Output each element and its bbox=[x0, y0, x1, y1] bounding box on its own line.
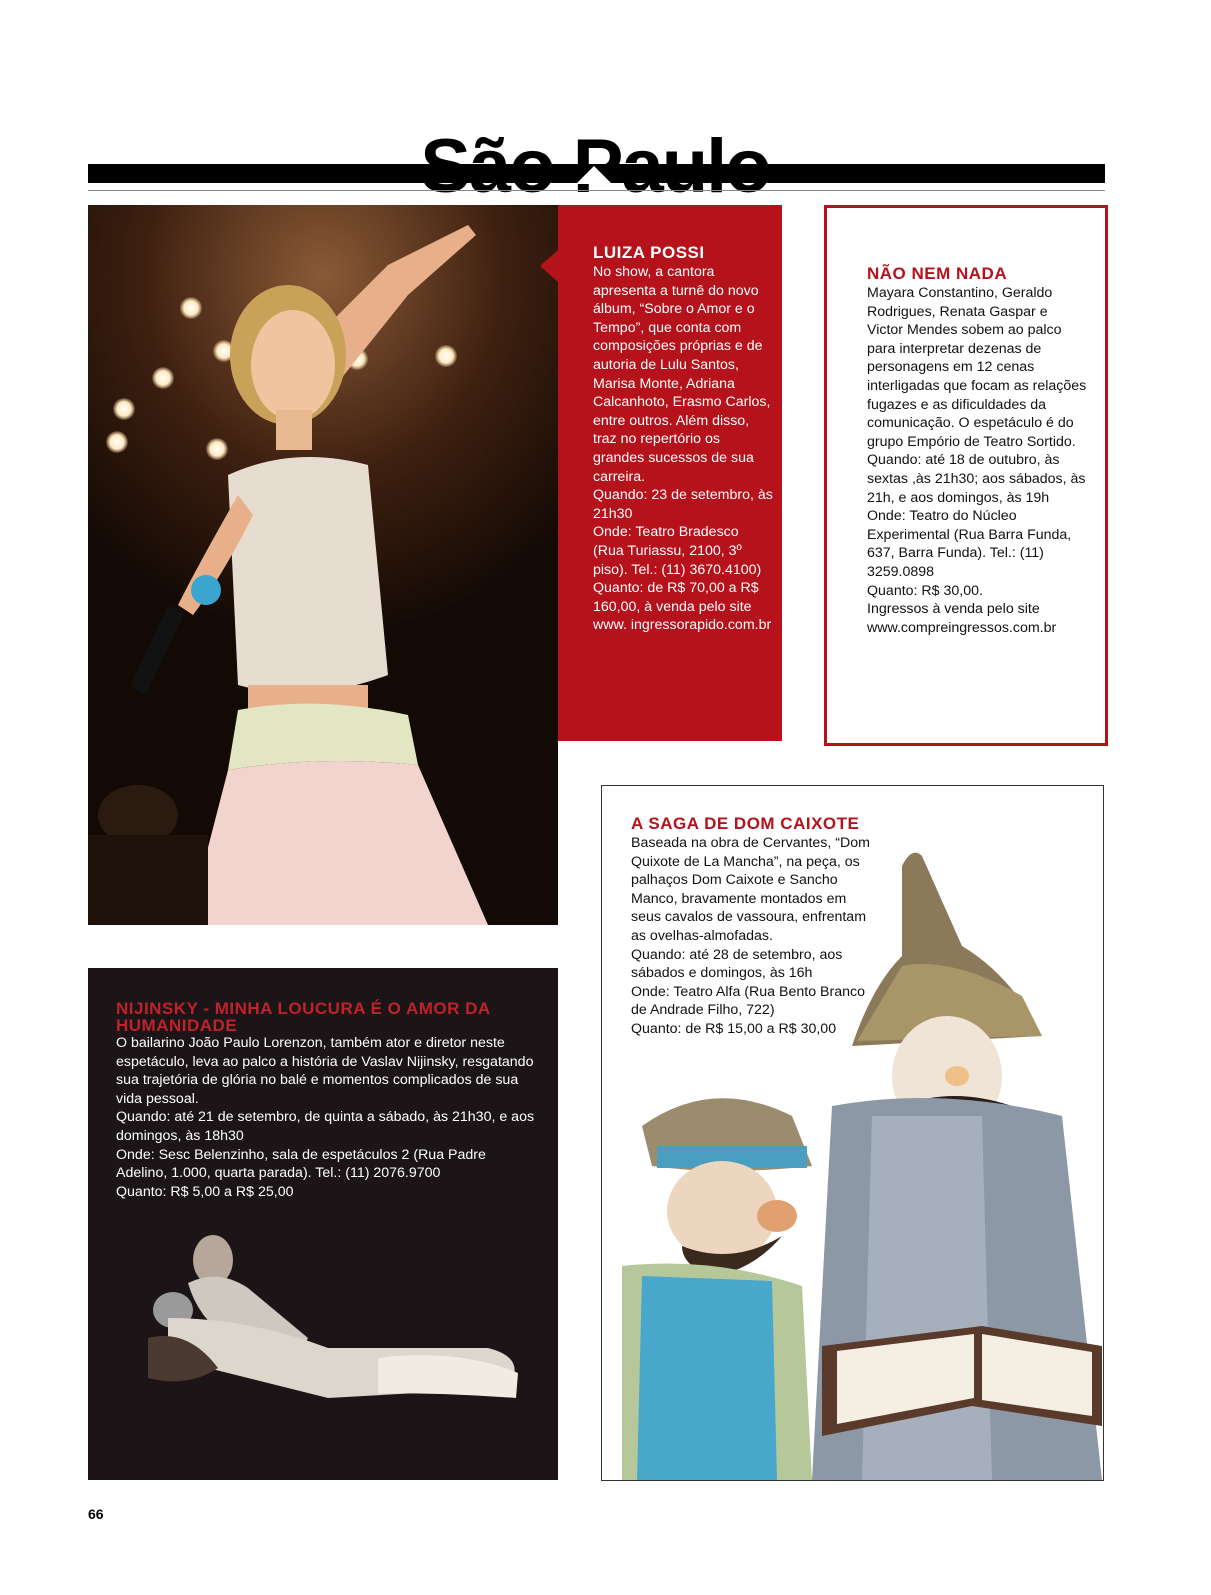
article-body: O bailarino João Paulo Lorenzon, também ator e diretor neste espetáculo, leva ao palco a história de Vaslav Nijinsky, resgatando sua trajetória de glória no balé e momentos complicados de sua vida pessoal. bbox=[116, 1035, 534, 1107]
article-when: Quando: até 21 de setembro, de quinta a sábado, às 21h30, e aos domingos, às 18h30 bbox=[116, 1109, 535, 1144]
article-body: Mayara Constantino, Geraldo Rodrigues, Renata Gaspar e Victor Mendes sobem ao palco para interpretar dezenas de personagens em 12 cenas interligadas que focam as relações fugazes e as dificuldades da comunicação. O espetáculo é do grupo Empório de Teatro Sortido. bbox=[867, 285, 1087, 450]
saga-dom-caixote-article bbox=[631, 814, 871, 1039]
luiza-possi-box bbox=[558, 205, 782, 741]
article-price: Quanto: de R$ 70,00 a R$ 160,00, à venda pelo site www. ingressorapido.com.br bbox=[593, 580, 772, 634]
article-heading: A SAGA DE DOM CAIXOTE bbox=[631, 814, 860, 833]
article-body: No show, a cantora apresenta a turnê do novo álbum, “Sobre o Amor e o Tempo”, que conta com composições próprias e de autoria de Lulu Santos, Marisa Monte, Adriana Calcanhoto, Erasmo Carlos, entre outros. Além disso, traz no repertório os grandes sucessos de sua carreira. bbox=[593, 264, 771, 485]
luiza-box-pointer bbox=[540, 250, 558, 282]
nijinsky-photo bbox=[128, 1198, 548, 1478]
saga-dom-caixote-box bbox=[601, 785, 1104, 1481]
nijinsky-article bbox=[116, 1000, 536, 1201]
nijinsky-box bbox=[88, 968, 558, 1480]
article-price: Quanto: R$ 30,00. bbox=[867, 582, 983, 599]
article-heading: NÃO NEM NADA bbox=[867, 264, 1008, 283]
article-tickets: Ingressos à venda pelo site www.compreingressos.com.br bbox=[867, 601, 1057, 636]
article-when: Quando: até 18 de outubro, às sextas ,às 21h30; aos sábados, às 21h, e aos domingos, às 19h bbox=[867, 452, 1086, 506]
article-where: Onde: Teatro Bradesco (Rua Turiassu, 2100, 3º piso). Tel.: (11) 3670.4100) bbox=[593, 524, 762, 578]
article-heading: LUIZA POSSI bbox=[593, 243, 705, 262]
header-rule-notch bbox=[576, 166, 612, 184]
article-body: Baseada na obra de Cervantes, “Dom Quixote de La Mancha”, na peça, os palhaços Dom Caixote e Sancho Manco, bravamente montados em seus cavalos de vassoura, enfrentam as ovelhas-almofadas. bbox=[631, 835, 870, 944]
luiza-possi-article bbox=[593, 243, 773, 635]
article-price: Quanto: de R$ 15,00 a R$ 30,00 bbox=[631, 1020, 837, 1037]
luiza-possi-photo bbox=[88, 205, 558, 925]
page-number: 66 bbox=[88, 1506, 104, 1522]
nao-nem-nada-article bbox=[867, 264, 1087, 637]
singer-figure bbox=[88, 205, 558, 925]
article-where: Onde: Teatro do Núcleo Experimental (Rua Barra Funda, 637, Barra Funda). Tel.: (11) 3259.0898 bbox=[867, 508, 1072, 580]
article-when: Quando: até 28 de setembro, aos sábados e domingos, às 16h bbox=[631, 946, 843, 982]
article-where: Onde: Teatro Alfa (Rua Bento Branco de Andrade Filho, 722) bbox=[631, 983, 865, 1019]
article-when: Quando: 23 de setembro, às 21h30 bbox=[593, 487, 773, 522]
article-price: Quanto: R$ 5,00 a R$ 25,00 bbox=[116, 1183, 294, 1200]
article-heading: NIJINSKY - MINHA LOUCURA É O AMOR DA HUMANIDADE bbox=[116, 999, 491, 1035]
article-where: Onde: Sesc Belenzinho, sala de espetáculos 2 (Rua Padre Adelino, 1.000, quarta parada). Tel.: (11) 2076.9700 bbox=[116, 1146, 486, 1182]
nao-nem-nada-box bbox=[824, 205, 1108, 746]
header-thin-rule bbox=[88, 190, 1105, 191]
